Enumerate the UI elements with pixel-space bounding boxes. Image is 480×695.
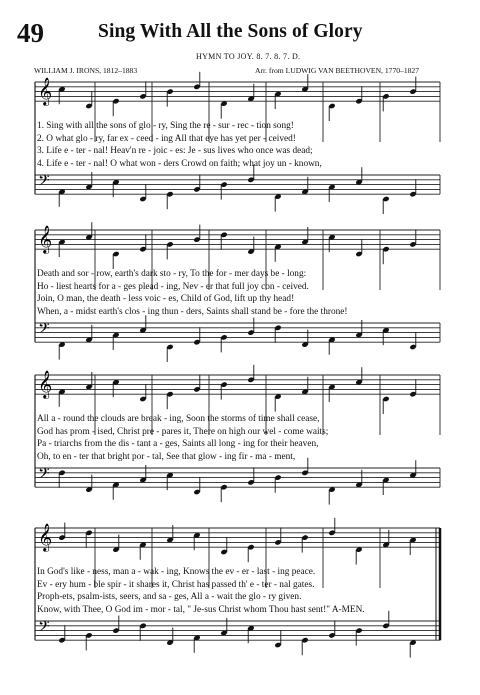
lyrics-system-3 <box>37 413 328 463</box>
lyric-line: All a - round the clouds are break - ing, Soon the storms of time shall cease, <box>37 414 320 424</box>
lyrics-system-4 <box>37 566 365 616</box>
lyric-line: Proph-ets, psalm-ists, seers, and sa - ges, All a - wait the glo - ry given. <box>37 592 302 602</box>
lyric-line: God has prom - ised, Christ pre - pares it, There on high our wel - come waits; <box>37 426 329 437</box>
lyric-line: In God's like - ness, man a - wak - ing, Knows the ev - er - last - ing peace. <box>37 567 316 577</box>
bass-clef-icon: 𝄢 <box>38 172 50 193</box>
lyrics-system-2 <box>37 268 347 318</box>
lyric-line: 1. Sing with all the sons of glo - ry, Sing the re - sur - rec - tion song! <box>37 121 294 131</box>
lyric-line: Pa - triarchs from the dis - tant a - ges, Saints all long - ing for their heaven, <box>37 439 319 449</box>
lyric-line: When, a - midst earth's clos - ing thun - ders, Saints shall stand be - fore the throne! <box>37 306 348 317</box>
treble-clef-icon: 𝄞 <box>38 523 53 551</box>
tune-name: HYMN TO JOY. 8. 7. 8. 7. D. <box>196 52 301 61</box>
music-credit: Arr. from LUDWIG VAN BEETHOVEN, 1770–1827 <box>255 66 420 75</box>
hymn-title: Sing With All the Sons of Glory <box>98 21 363 42</box>
lyric-line: 2. O what glo - ry, far ex - ceed - ing All that eye has yet per - ceived! <box>37 133 296 144</box>
lyric-line: Death and sor - row, earth's dark sto - ry, To the for - mer days be - long: <box>37 269 307 279</box>
bass-clef-icon: 𝄢 <box>38 320 50 341</box>
lyrics-system-1 <box>37 120 322 170</box>
lyric-line: 4. Life e - ter - nal! O what won - ders Crowd on faith; what joy un - known, <box>37 158 322 169</box>
treble-clef-icon: 𝄞 <box>38 225 53 253</box>
bass-clef-icon: 𝄢 <box>38 618 50 639</box>
treble-clef-icon: 𝄞 <box>38 77 53 105</box>
lyric-line: Know, with Thee, O God im - mor - tal, " Je-sus Christ whom Thou hast sent!" A-MEN. <box>37 604 365 615</box>
lyric-line: Oh, to en - ter that bright por - tal, See that glow - ing fir - ma - ment, <box>37 451 296 462</box>
lyric-line: Join, O man, the death - less voic - es, Child of God, lift up thy head! <box>37 294 295 304</box>
lyric-line: Ev - ery hum - ble spir - it shares it, Christ has passed th' e - ter - nal gates. <box>37 579 315 590</box>
treble-clef-icon: 𝄞 <box>38 370 53 398</box>
text-author: WILLIAM J. IRONS, 1812–1883 <box>34 66 138 75</box>
lyric-line: 3. Life e - ter - nal! Heav'n re - joic - es: Je - sus lives who once was dead; <box>37 146 313 156</box>
lyric-line: Ho - liest hearts for a - ges plead - ing, Nev - er that full joy con - ceived. <box>37 281 309 292</box>
hymn-number: 49 <box>17 18 44 48</box>
bass-clef-icon: 𝄢 <box>38 465 50 486</box>
